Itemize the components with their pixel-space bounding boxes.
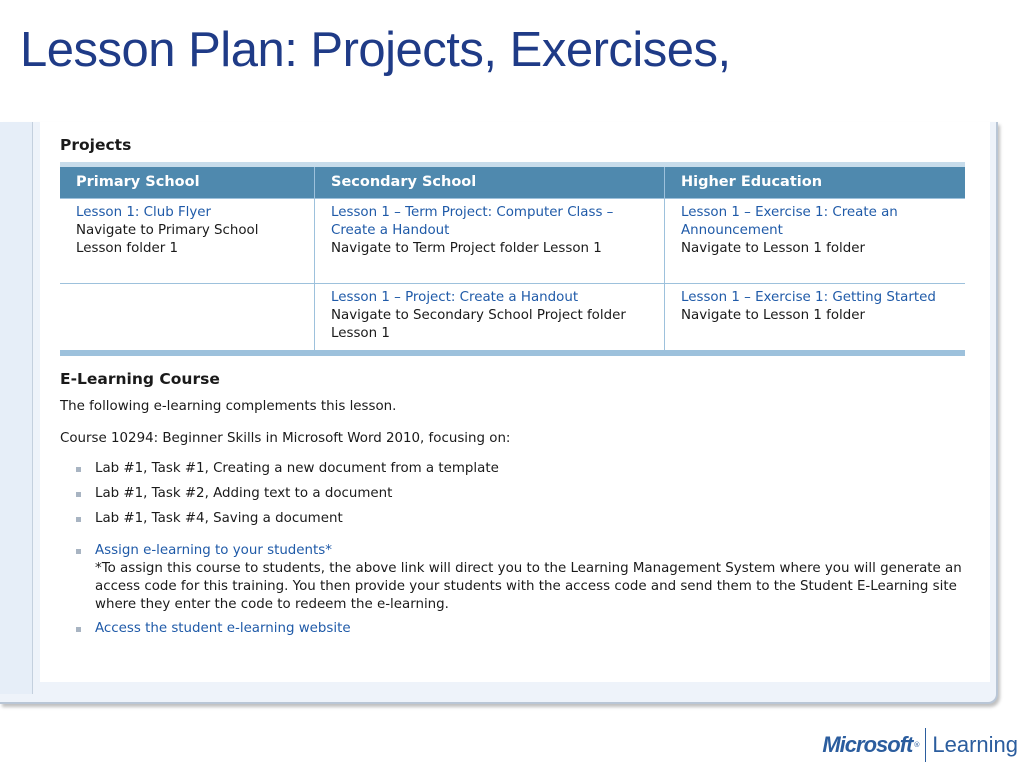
table-cell [60,199,315,284]
task-text: Lab #1, Task #1, Creating a new document from a template [95,461,499,476]
table-cell-empty [60,284,315,353]
list-item [75,460,965,478]
project-link[interactable]: Lesson 1 – Exercise 1: Getting Started [681,290,936,305]
table-row [60,284,965,353]
bullet-icon [76,467,81,472]
logo-trademark: ® [913,741,921,749]
task-list [75,460,965,528]
list-item [75,485,965,503]
table-cell [665,284,966,353]
list-item [75,542,965,614]
elearning-heading: E-Learning Course [60,370,220,388]
project-link[interactable]: Lesson 1: Club Flyer [76,205,212,220]
list-item [75,510,965,528]
logo-divider [925,728,926,762]
table-header-row [60,165,965,199]
project-folder-text: Navigate to Secondary School Project folder Lesson 1 [331,308,626,342]
elearning-intro: The following e-learning complements this lesson. [60,399,397,414]
table-row [60,199,965,284]
table-cell [665,199,966,284]
elearning-section [60,370,965,644]
task-text: Lab #1, Task #4, Saving a document [95,511,343,526]
course-description: Course 10294: Beginner Skills in Microsoft Word 2010, focusing on: [60,431,511,446]
project-folder-text: Navigate to Lesson 1 folder [681,241,866,257]
column-header-primary-school: Primary School [60,165,315,199]
assign-elearning-link[interactable]: Assign e-learning to your students* [95,543,332,558]
assign-note: *To assign this course to students, the above link will direct you to the Learning Management System where you will generate an access code for this training. You then provide your students with the access code and send them to the Student E-Learning site where they enter the code to redeem the e-learning. [95,561,962,612]
logo-product: Learning [932,732,1018,757]
column-header-higher-education: Higher Education [665,165,966,199]
logo-brand: Microsoft [822,732,913,757]
screenshot-left-edge [0,122,33,694]
bullet-icon [76,627,81,632]
projects-heading: Projects [60,136,132,154]
table-cell [315,199,665,284]
project-link[interactable]: Lesson 1 – Term Project: Computer Class – Create a Handout [331,205,614,239]
access-elearning-link[interactable]: Access the student e-learning website [95,621,351,636]
bullet-icon [76,517,81,522]
slide-title: Lesson Plan: Projects, Exercises, [20,23,731,77]
project-link[interactable]: Lesson 1 – Exercise 1: Create an Announcement [681,205,898,239]
bullet-icon [76,549,81,554]
projects-table [60,162,965,356]
action-list [75,542,965,638]
project-folder-text: Navigate to Lesson 1 folder [681,308,866,324]
project-link[interactable]: Lesson 1 – Project: Create a Handout [331,290,579,305]
list-item [75,620,965,638]
table-cell [315,284,665,353]
microsoft-learning-logo [822,727,1018,763]
bullet-icon [76,492,81,497]
project-folder-text: Navigate to Term Project folder Lesson 1 [331,241,602,257]
column-header-secondary-school: Secondary School [315,165,665,199]
task-text: Lab #1, Task #2, Adding text to a document [95,486,393,501]
project-folder-text: Navigate to Primary School Lesson folder 1 [76,223,259,257]
